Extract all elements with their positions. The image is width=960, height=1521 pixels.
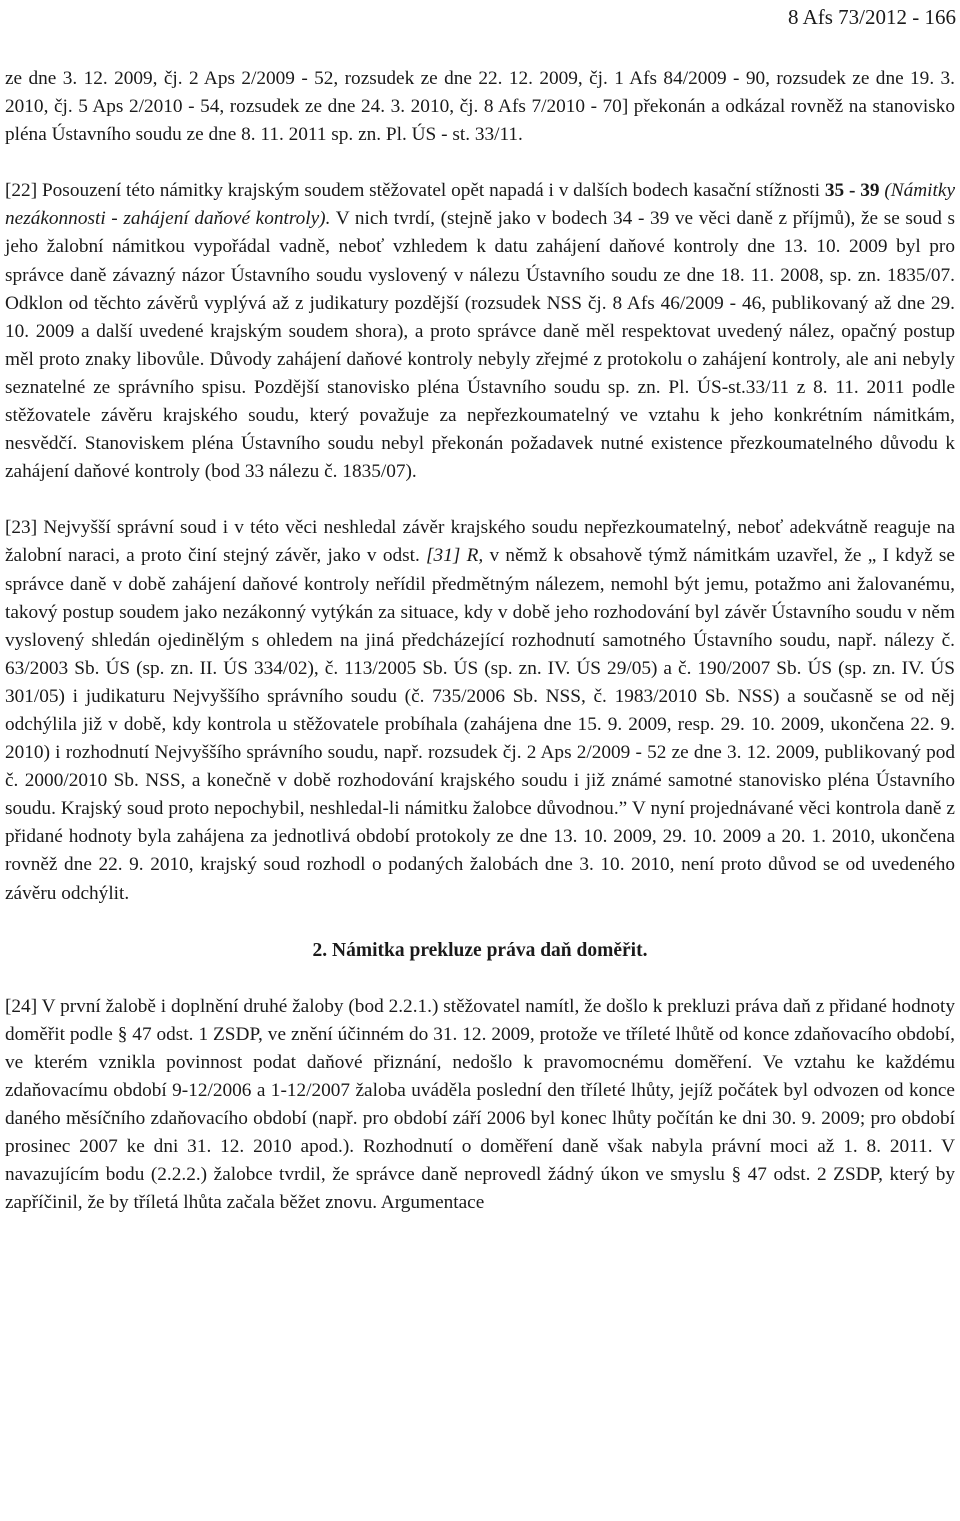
paragraph-23 [5, 514, 955, 907]
paragraph-23-text-a: [23] Nejvyšší správní soud i v této věci neshledal závěr krajského soudu nepřezkoumatelný, neboť adekvátně reaguje na žalobní naraci, a proto činí stejný závěr, jako v odst. [5, 517, 955, 567]
paragraph-22-text-b: V nich tvrdí, (stejně jako v bodech 34 - 39 ve věci daně z příjmů), že se soud s jeho žalobní námitkou vypořádal vadně, neboť vzhledem k datu zahájení daňové kontroly dne 13. 10. 2009 byl pro správce daně závazný názor Ústavního soudu vyslovený v nálezu Ústavního soudu ze dne 18. 11. 2008, sp. zn. 1835/07. Odklon od těchto závěrů vyplývá až z judikatury pozdější (rozsudek NSS čj. 8 Afs 46/2009 - 46, publikovaný až dne 29. 10. 2009 a další uvedené krajským soudem shora), a proto správce daně měl respektovat uvedený nález, opačný postup měl proto znaky libovůle. Důvody zahájení daňové kontroly nebyly zřejmé z protokolu o zahájení kontroly, ale ani nebyly seznatelné ze správního spisu. Pozdější stanovisko pléna Ústavního soudu sp. zn. Pl. ÚS-st.33/11 z 8. 11. 2011 podle stěžovatele závěru krajského soudu, který považuje za nepřezkoumatelný ve vztahu k jeho konkrétním námitkám, nesvědčí. Stanoviskem pléna Ústavního soudu nebyl překonán požadavek nutné existence přezkoumatelného důvodu k zahájení daňové kontroly (bod 33 nálezu č. 1835/07). [5, 208, 955, 483]
document-body [5, 65, 955, 1217]
paragraph-24: [24] V první žalobě i doplnění druhé žaloby (bod 2.2.1.) stěžovatel namítl, že došlo k prekluzi práva daň z přidané hodnoty doměřit podle § 47 odst. 1 ZSDP, ve znění účinném do 31. 12. 2009, protože ve tříleté lhůtě od konce zdaňovacího období, ve kterém vznikla povinnost podat daňové přiznání, nedošlo k pravomocnému doměření. Ve vztahu ke každému zdaňovacímu období 9-12/2006 a 1-12/2007 žaloba uváděla poslední den tříleté lhůty, jejíž počátek byl odvozen od konce daného měsíčního zdaňovacího období (např. pro období září 2006 byl konec lhůty počítán ke dni 30. 9. 2009; pro období prosinec 2007 ke dni 31. 12. 2010 apod.). Rozhodnutí o doměření daně však nabyla právní moci až 1. 8. 2011. V navazujícím bodu (2.2.2.) žalobce tvrdil, že správce daně neprovedl žádný úkon ve smyslu § 47 odst. 2 ZSDP, který by zapříčinil, že by tříletá lhůta začala běžet znovu. Argumentace [5, 995, 955, 1214]
section-heading: 2. Námitka prekluze práva daň doměřit. [312, 939, 648, 961]
paragraph-23-text-b: v němž k obsahově týmž námitkám uzavřel, že „ I když se správce daně v době zahájení daňové kontroly neřídil předmětným nálezem, nemohl být jemu, potažmo ani žalovanému, takový postup soudem jako nezákonný vytýkán za situace, kdy v době jeho rozhodování byl závěr Ústavního soudu v něm vyslovený shledán ojedinělým s ohledem na jiná předcházející rozhodnutí samotného Ústavního soudu, např. nálezy č. 63/2003 Sb. ÚS (sp. zn. II. ÚS 334/02), č. 113/2005 Sb. ÚS (sp. zn. IV. ÚS 29/05) a č. 190/2007 Sb. ÚS (sp. zn. IV. ÚS 301/05) i judikaturu Nejvyššího správního soudu (č. 735/2006 Sb. NSS, č. 1983/2010 Sb. NSS) a současně se od něj odchýlila již v době, kdy kontrola u stěžovatele probíhala (zahájena dne 15. 9. 2009, resp. 29. 10. 2009, ukončena 22. 9. 2010) i rozhodnutí Nejvyššího správního soudu, např. rozsudek čj. 2 Aps 2/2009 - 52 ze dne 3. 12. 2009, publikovaný pod č. 2000/2010 Sb. NSS, a konečně v době rozhodování krajského soudu i již známé samotné stanovisko pléna Ústavního soudu. Krajský soud proto nepochybil, neshledal-li námitku žalobce důvodnou.” V nyní projednávané věci kontrola daně z přidané hodnoty byla zahájena za jednotlivá období protokoly ze dne 13. 10. 2009, 29. 10. 2009 a 20. 1. 2010, ukončena rovněž dne 22. 9. 2010, krajský soud rozhodl o podaných žalobách dne 3. 10. 2010, není proto důvod se od uvedeného závěru odchýlit. [5, 545, 955, 904]
paragraph-22-italic-title: (Námitky nezákonnosti - zahájení daňové kontroly). [5, 180, 956, 230]
paragraph-23-italic-ref: [31] R, [426, 545, 484, 567]
paragraph-22-text-a: [22] Posouzení této námitky krajským soudem stěžovatel opět napadá i v dalších bodech kasační stížnosti [5, 180, 825, 202]
paragraph-continuation: ze dne 3. 12. 2009, čj. 2 Aps 2/2009 - 52, rozsudek ze dne 22. 12. 2009, čj. 1 Afs 84/2009 - 90, rozsudek ze dne 19. 3. 2010, čj. 5 Aps 2/2010 - 54, rozsudek ze dne 24. 3. 2010, čj. 8 Afs 7/2010 - 70] překonán a odkázal rovněž na stanovisko pléna Ústavního soudu ze dne 8. 11. 2011 sp. zn. Pl. ÚS - st. 33/11. [5, 68, 955, 146]
case-number-header: 8 Afs 73/2012 - 166 [788, 5, 956, 29]
paragraph-22-bold-points: 35 - 39 [824, 180, 880, 202]
paragraph-22 [5, 177, 955, 486]
